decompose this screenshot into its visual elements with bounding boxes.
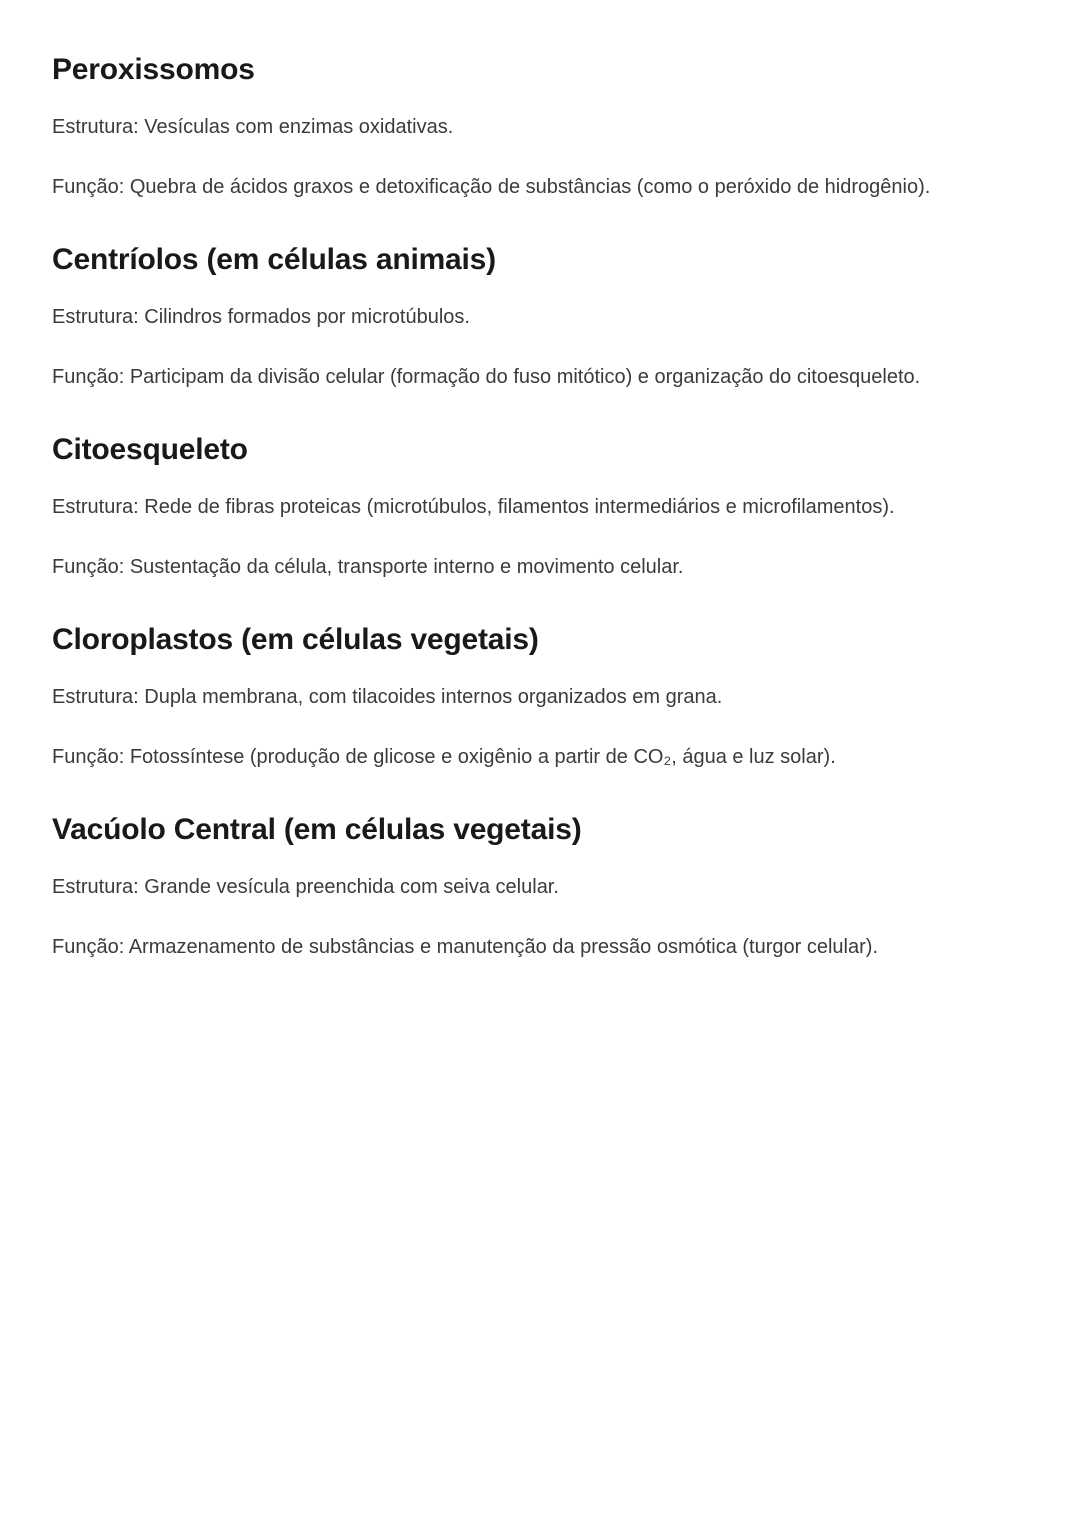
section-paragraph: Função: Fotossíntese (produção de glicose e oxigênio a partir de CO₂, água e luz solar).	[52, 746, 836, 768]
section-paragraph: Estrutura: Rede de fibras proteicas (microtúbulos, filamentos intermediários e microfilamentos).	[52, 496, 895, 518]
section-paragraph: Função: Sustentação da célula, transporte interno e movimento celular.	[52, 556, 684, 578]
section-title: Peroxissomos	[52, 53, 255, 86]
section-title: Centríolos (em células animais)	[52, 243, 496, 276]
section-paragraph: Estrutura: Vesículas com enzimas oxidativas.	[52, 116, 454, 138]
section-paragraph: Estrutura: Grande vesícula preenchida com seiva celular.	[52, 876, 559, 898]
organelle-section	[52, 620, 1017, 772]
section-paragraph: Estrutura: Dupla membrana, com tilacoides internos organizados em grana.	[52, 686, 723, 708]
section-paragraph: Função: Participam da divisão celular (formação do fuso mitótico) e organização do citoesqueleto.	[52, 366, 921, 388]
section-title: Vacúolo Central (em células vegetais)	[52, 813, 582, 846]
section-paragraph: Função: Quebra de ácidos graxos e detoxificação de substâncias (como o peróxido de hidrogênio).	[52, 176, 931, 198]
organelle-section	[52, 810, 1017, 962]
section-paragraph: Estrutura: Cilindros formados por microtúbulos.	[52, 306, 470, 328]
organelle-section	[52, 240, 1017, 392]
section-title: Citoesqueleto	[52, 433, 248, 466]
section-paragraph: Função: Armazenamento de substâncias e manutenção da pressão osmótica (turgor celular).	[52, 936, 878, 958]
organelle-section	[52, 430, 1017, 582]
organelle-section	[52, 50, 1017, 202]
section-title: Cloroplastos (em células vegetais)	[52, 623, 539, 656]
